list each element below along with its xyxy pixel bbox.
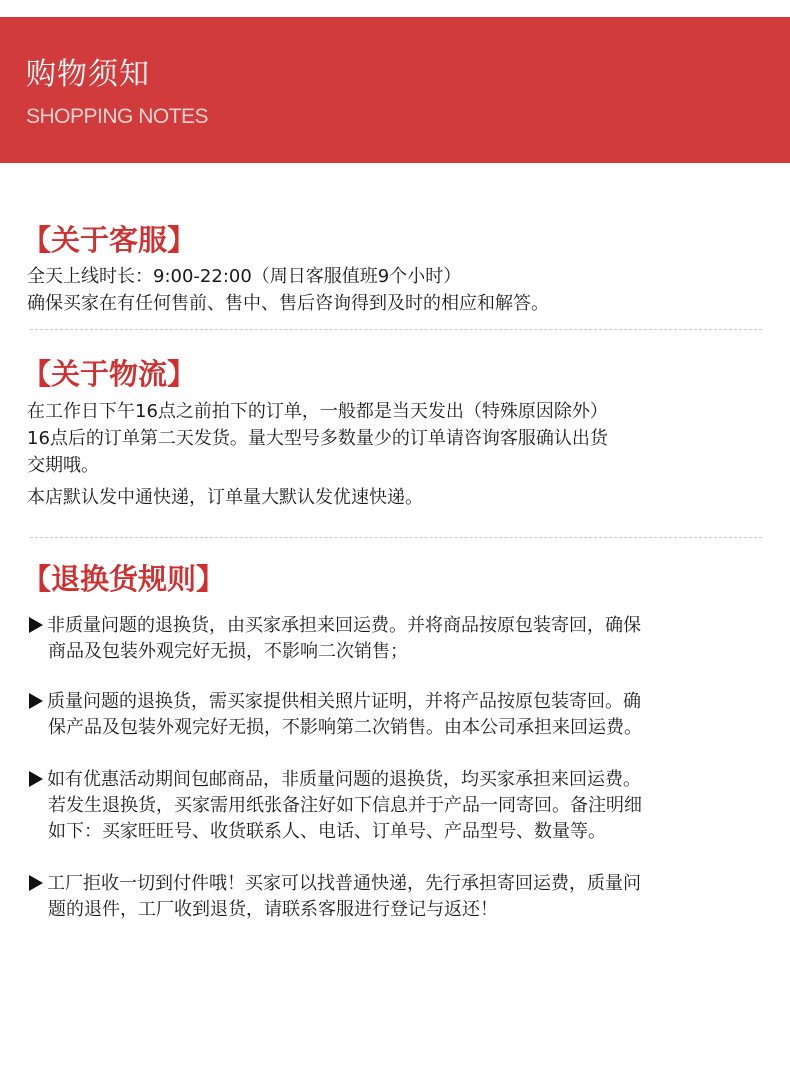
return-rule-item [29, 871, 759, 923]
page-title: 购物须知 [26, 57, 150, 92]
logistics-line: 16点后的订单第二天发货。量大型号多数量少的订单请咨询客服确认出货 [27, 428, 608, 449]
logistics-line: 交期哦。 [27, 455, 99, 476]
return-rule-item [29, 767, 759, 845]
section-divider [30, 329, 762, 330]
triangle-right-icon [29, 771, 43, 787]
return-rule-item [29, 689, 759, 741]
rule-text: 非质量问题的退换货，由买家承担来回运费。并将商品按原包装寄回，确保 [47, 615, 641, 636]
rule-text: 如有优惠活动期间包邮商品，非质量问题的退换货，均买家承担来回运费。 [47, 769, 641, 790]
rule-text: 保产品及包装外观完好无损，不影响第二次销售。由本公司承担来回运费。 [48, 717, 642, 738]
triangle-right-icon [29, 617, 43, 633]
page-subtitle: SHOPPING NOTES [26, 105, 209, 128]
section-title-returns: 【退换货规则】 [22, 562, 226, 596]
service-line-hours: 全天上线时长：9:00-22:00（周日客服值班9个小时） [27, 266, 462, 287]
section-divider [30, 537, 762, 538]
rule-text: 如下：买家旺旺号、收货联系人、电话、订单号、产品型号、数量等。 [48, 821, 606, 842]
triangle-right-icon [29, 693, 43, 709]
header-banner [0, 17, 790, 163]
rule-text: 工厂拒收一切到付件哦！买家可以找普通快递，先行承担寄回运费，质量问 [47, 873, 641, 894]
rule-text: 质量问题的退换货，需买家提供相关照片证明，并将产品按原包装寄回。确 [47, 691, 641, 712]
rule-text: 商品及包装外观完好无损，不影响二次销售； [48, 641, 408, 662]
logistics-line: 本店默认发中通快递，订单量大默认发优速快递。 [27, 487, 423, 508]
logistics-line: 在工作日下午16点之前拍下的订单，一般都是当天发出（特殊原因除外） [27, 401, 608, 422]
rule-text: 若发生退换货，买家需用纸张备注好如下信息并于产品一同寄回。备注明细 [48, 795, 642, 816]
rule-text: 题的退件，工厂收到退货，请联系客服进行登记与返还！ [48, 899, 498, 920]
section-title-logistics: 【关于物流】 [22, 357, 197, 391]
triangle-right-icon [29, 875, 43, 891]
return-rule-item [29, 613, 759, 665]
service-line-response: 确保买家在有任何售前、售中、售后咨询得到及时的相应和解答。 [27, 293, 549, 314]
section-title-service: 【关于客服】 [22, 223, 197, 257]
